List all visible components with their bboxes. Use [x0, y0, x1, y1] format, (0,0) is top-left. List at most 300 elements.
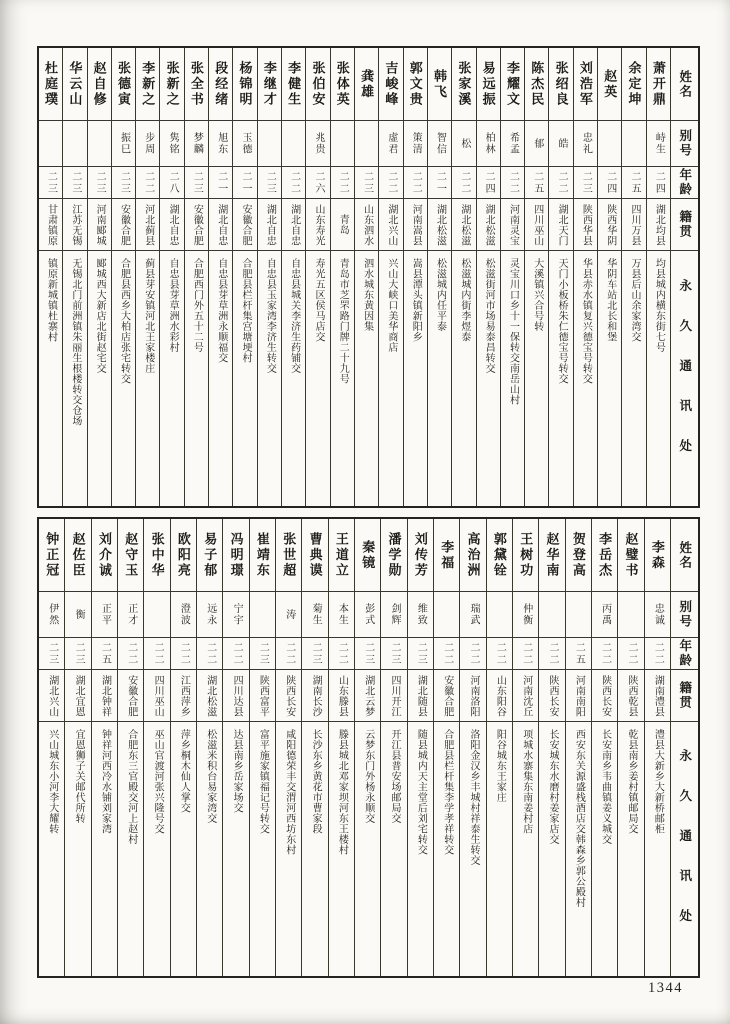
- entry-name: 刘介诚: [96, 531, 112, 579]
- entry-native-place: 河南洛阳: [468, 674, 480, 717]
- entry-name: 段经绪: [213, 60, 229, 108]
- entry-name-cell: [197, 519, 222, 591]
- entry-name-cell: [92, 519, 117, 591]
- entry-age: 二五: [573, 641, 585, 666]
- entry-alias-cell: [428, 120, 451, 166]
- entry-native-place: 湖北松滋: [204, 674, 216, 717]
- entry-address-cell: [209, 250, 232, 506]
- entry-native-place: 青岛: [337, 214, 349, 235]
- entry-name: 赵自修: [91, 60, 107, 108]
- entry-address-cell: [525, 250, 548, 506]
- entry-address: 宜恩狮子关邮代所转: [73, 729, 85, 824]
- entry-native-place-cell: [258, 198, 281, 250]
- roster-column: [249, 519, 275, 976]
- entry-native-place: 湖北自忠: [288, 203, 300, 246]
- entry-native-place-cell: [65, 669, 90, 721]
- entry-address-cell: [501, 250, 524, 506]
- entry-name-cell: [276, 519, 301, 591]
- entry-address-cell: [88, 250, 111, 506]
- entry-native-place-cell: [539, 669, 564, 721]
- entry-age-cell: [525, 166, 548, 198]
- entry-name: 曹典谟: [307, 531, 323, 579]
- roster-column: [143, 519, 169, 976]
- entry-address-cell: [160, 250, 183, 506]
- entry-address: 阳谷城东王家庄: [494, 729, 506, 803]
- entry-alias: 皓: [556, 137, 568, 150]
- entry-alias-cell: [171, 591, 196, 637]
- entry-name: 潘学勋: [386, 531, 402, 579]
- roster-column: [451, 48, 475, 506]
- entry-native-place-cell: [329, 669, 354, 721]
- entry-native-place: 陕西乾县: [626, 674, 637, 717]
- entry-address: 镇原新城镇杜寨村: [45, 258, 57, 342]
- entry-alias-cell: [282, 120, 305, 166]
- entry-age-cell: [144, 637, 169, 669]
- entry-age: 二二: [458, 170, 470, 195]
- entry-name: 赵英: [602, 68, 618, 100]
- entry-alias-cell: [618, 591, 643, 637]
- entry-age-cell: [171, 637, 196, 669]
- entry-native-place: 河南嵩县: [410, 203, 422, 246]
- column-header-name: [671, 48, 698, 120]
- entry-alias-cell: [513, 591, 538, 637]
- entry-native-place: 甘肃镇原: [45, 203, 57, 246]
- entry-alias-cell: [302, 591, 327, 637]
- entry-native-place-cell: [160, 198, 183, 250]
- entry-name-cell: [355, 519, 380, 591]
- entry-address-cell: [574, 250, 597, 506]
- entry-alias-cell: [276, 591, 301, 637]
- roster-column: [305, 48, 329, 506]
- entry-age: 二三: [46, 641, 58, 666]
- entry-name-cell: [185, 48, 208, 120]
- entry-address-cell: [487, 721, 512, 976]
- entry-native-place-cell: [647, 198, 670, 250]
- entry-name-cell: [434, 519, 459, 591]
- roster-column: [403, 48, 427, 506]
- entry-alias: 兆贵: [312, 132, 324, 155]
- entry-age: 二三: [415, 641, 427, 666]
- entry-address-cell: [434, 721, 459, 976]
- entry-name: 萧开鼎: [650, 60, 666, 108]
- roster-table-top: [37, 46, 700, 508]
- entry-name: 张伯安: [310, 60, 326, 108]
- entry-age-cell: [331, 166, 354, 198]
- entry-alias: 涛: [283, 608, 295, 621]
- entry-age-cell: [282, 166, 305, 198]
- entry-alias: 菊生: [310, 603, 322, 626]
- entry-alias-cell: [329, 591, 354, 637]
- entry-address-cell: [566, 721, 591, 976]
- entry-address: 华阴车站北长和堡: [604, 258, 616, 342]
- entry-address: 兴山城东小河李大耀转: [46, 729, 58, 834]
- entry-native-place: 陕西华阴: [604, 203, 616, 246]
- entry-alias-cell: [379, 120, 402, 166]
- entry-native-place: 湖北兴山: [385, 203, 397, 246]
- entry-native-place: 湖北天门: [556, 203, 568, 246]
- entry-age: 二二: [599, 641, 611, 666]
- entry-name-cell: [331, 48, 354, 120]
- entry-name: 赵华南: [544, 531, 560, 579]
- entry-name-cell: [525, 48, 548, 120]
- entry-native-place-cell: [306, 198, 329, 250]
- entry-name: 张德寅: [115, 60, 131, 108]
- entry-native-place: 安徽合肥: [125, 674, 137, 717]
- entry-age-cell: [408, 637, 433, 669]
- entry-name-cell: [618, 519, 643, 591]
- entry-name-cell: [306, 48, 329, 120]
- entry-native-place-cell: [92, 669, 117, 721]
- entry-name-cell: [645, 519, 670, 591]
- entry-age: 二二: [152, 641, 164, 666]
- roster-column: [281, 48, 305, 506]
- entry-alias: 旭东: [215, 132, 227, 155]
- column-header-address: [671, 721, 698, 976]
- entry-age-cell: [92, 637, 117, 669]
- entry-alias: 峙生: [653, 132, 665, 155]
- entry-alias-cell: [306, 120, 329, 166]
- entry-name: 李继才: [261, 60, 277, 108]
- entry-alias: 策清: [410, 132, 422, 155]
- entry-age: 二二: [231, 641, 243, 666]
- entry-alias: 希孟: [507, 132, 519, 155]
- entry-address: 万县后山余家湾交: [629, 258, 641, 342]
- entry-address-cell: [645, 721, 670, 976]
- entry-alias-cell: [452, 120, 475, 166]
- entry-native-place: 四川开江: [389, 674, 401, 717]
- entry-age-cell: [592, 637, 617, 669]
- entry-native-place-cell: [171, 669, 196, 721]
- entry-address: 达县南乡岳家场交: [231, 729, 243, 813]
- entry-address: 无锡北门前洲镇朱丽生根楼转交仓场: [69, 258, 81, 426]
- entry-age-cell: [539, 637, 564, 669]
- entry-name-cell: [404, 48, 427, 120]
- entry-name: 赵璧书: [623, 531, 639, 579]
- entry-age-cell: [63, 166, 86, 198]
- entry-age-cell: [566, 637, 591, 669]
- roster-column: [524, 48, 548, 506]
- entry-native-place-cell: [513, 669, 538, 721]
- entry-address: 合肥西门外五十二号: [191, 258, 203, 353]
- entry-native-place: 湖北松滋: [434, 203, 446, 246]
- entry-alias-cell: [434, 591, 459, 637]
- entry-address-cell: [355, 721, 380, 976]
- entry-age: 二三: [362, 641, 374, 666]
- entry-native-place: 湖北均县: [653, 203, 665, 246]
- entry-address: 松滋城内街李煜泰: [458, 258, 470, 342]
- entry-alias: 梦麟: [191, 132, 203, 155]
- entry-native-place-cell: [404, 198, 427, 250]
- entry-address: 富平施家镇福记号转交: [257, 729, 269, 834]
- entry-alias: 忠诚: [652, 603, 664, 626]
- entry-name: 欧阳亮: [175, 531, 191, 579]
- entry-age-cell: [647, 166, 670, 198]
- entry-age-cell: [477, 166, 500, 198]
- entry-address-cell: [233, 250, 256, 506]
- entry-age: 二二: [125, 641, 137, 666]
- entry-address-cell: [592, 721, 617, 976]
- entry-address-cell: [306, 250, 329, 506]
- entry-age-cell: [381, 637, 406, 669]
- roster-column: [87, 48, 111, 506]
- roster-column: [597, 48, 621, 506]
- entry-name-cell: [592, 519, 617, 591]
- roster-column: [538, 519, 564, 976]
- entry-address-cell: [460, 721, 485, 976]
- entry-age: 二二: [288, 170, 300, 195]
- entry-name: 李新之: [140, 60, 156, 108]
- entry-alias-cell: [622, 120, 645, 166]
- entry-age-cell: [622, 166, 645, 198]
- entry-address: 寿光五区侯马店交: [312, 258, 324, 342]
- entry-address: 长安南乡韦曲镇姜义城交: [599, 729, 611, 845]
- entry-name: 龚雄: [359, 68, 375, 100]
- entry-age: 二一: [240, 170, 252, 195]
- entry-native-place: 四川万县: [629, 203, 641, 246]
- entry-address-cell: [381, 721, 406, 976]
- entry-address: 嵩县潭头镇新阳乡: [410, 258, 422, 342]
- entry-name-cell: [136, 48, 159, 120]
- entry-age: 二二: [520, 641, 532, 666]
- entry-alias-cell: [185, 120, 208, 166]
- header-column: [670, 48, 698, 506]
- entry-name-cell: [622, 48, 645, 120]
- entry-age: 二二: [178, 641, 190, 666]
- entry-native-place-cell: [477, 198, 500, 250]
- roster-column: [232, 48, 256, 506]
- entry-native-place-cell: [39, 669, 64, 721]
- entry-age-cell: [118, 637, 143, 669]
- entry-alias: 澄波: [178, 603, 190, 626]
- entry-name: 崔靖东: [254, 531, 270, 579]
- entry-address-cell: [379, 250, 402, 506]
- entry-address-cell: [331, 250, 354, 506]
- entry-age-cell: [160, 166, 183, 198]
- entry-name: 贺登高: [570, 531, 586, 579]
- entry-address-cell: [136, 250, 159, 506]
- entry-address-cell: [118, 721, 143, 976]
- entry-age-cell: [513, 637, 538, 669]
- entry-native-place: 江西萍乡: [178, 674, 190, 717]
- column-header-name-label: 姓名: [677, 540, 692, 570]
- entry-age: 二五: [531, 170, 543, 195]
- entry-age: 二二: [336, 641, 348, 666]
- entry-native-place: 湖北兴山: [46, 674, 58, 717]
- entry-alias-cell: [39, 591, 64, 637]
- roster-column: [39, 519, 64, 976]
- entry-alias: 瑞武: [468, 603, 480, 626]
- entry-native-place-cell: [250, 669, 275, 721]
- entry-native-place-cell: [112, 198, 135, 250]
- entry-age: 二二: [494, 641, 506, 666]
- entry-age-cell: [276, 637, 301, 669]
- entry-native-place: 湖南长沙: [310, 674, 322, 717]
- page-number: 1344: [648, 980, 683, 996]
- entry-address: 青岛市芝罘路门牌二十九号: [337, 258, 349, 384]
- entry-name-cell: [501, 48, 524, 120]
- entry-address-cell: [39, 721, 64, 976]
- entry-address-cell: [144, 721, 169, 976]
- entry-name: 刘浩军: [577, 60, 593, 108]
- entry-name: 李福: [439, 539, 455, 571]
- entry-name-cell: [379, 48, 402, 120]
- entry-native-place-cell: [39, 198, 62, 250]
- entry-address: 天门小板桥朱仁德宝号转交: [556, 258, 568, 384]
- entry-address: 萍乡桐木仙人掌交: [178, 729, 190, 813]
- entry-alias: 远永: [204, 603, 216, 626]
- entry-address-cell: [276, 721, 301, 976]
- entry-alias: 柏林: [483, 132, 495, 155]
- entry-native-place-cell: [197, 669, 222, 721]
- entry-address: 兴山大峡口美华商店: [385, 258, 397, 353]
- entry-native-place-cell: [452, 198, 475, 250]
- entry-address-cell: [171, 721, 196, 976]
- entry-name: 张全书: [188, 60, 204, 108]
- entry-native-place: 安徽合肥: [240, 203, 252, 246]
- entry-alias: 玉德: [240, 132, 252, 155]
- column-header-native: [671, 669, 698, 721]
- entry-alias-cell: [65, 591, 90, 637]
- entry-name: 易远振: [480, 60, 496, 108]
- roster-column: [644, 519, 670, 976]
- entry-native-place-cell: [574, 198, 597, 250]
- entry-name: 张世超: [281, 531, 297, 579]
- entry-alias-cell: [477, 120, 500, 166]
- entry-native-place-cell: [487, 669, 512, 721]
- roster-column: [301, 519, 327, 976]
- entry-native-place: 湖北自忠: [215, 203, 227, 246]
- entry-age: 二二: [652, 641, 664, 666]
- entry-alias-cell: [566, 591, 591, 637]
- entry-name-cell: [233, 48, 256, 120]
- entry-address: 大溪镇兴合号转: [531, 258, 543, 332]
- roster-column: [548, 48, 572, 506]
- entry-native-place: 湖南澧县: [652, 674, 664, 717]
- entry-native-place: 山东泗水: [361, 203, 373, 246]
- entry-alias-cell: [598, 120, 621, 166]
- roster-column: [275, 519, 301, 976]
- entry-age: 二三: [389, 641, 401, 666]
- roster-column: [222, 519, 248, 976]
- entry-name: 杜庭璞: [43, 60, 59, 108]
- entry-age-cell: [598, 166, 621, 198]
- entry-age-cell: [618, 637, 643, 669]
- entry-name-cell: [302, 519, 327, 591]
- entry-age-cell: [460, 637, 485, 669]
- entry-alias-cell: [144, 591, 169, 637]
- column-header-age-label: 年龄: [677, 168, 692, 197]
- entry-address-cell: [408, 721, 433, 976]
- entry-age-cell: [185, 166, 208, 198]
- entry-age-cell: [306, 166, 329, 198]
- entry-name-cell: [223, 519, 248, 591]
- entry-alias: 衡: [73, 608, 85, 621]
- entry-native-place-cell: [276, 669, 301, 721]
- entry-age: 二二: [204, 641, 216, 666]
- column-header-name: [671, 519, 698, 591]
- entry-address-cell: [598, 250, 621, 506]
- entry-name-cell: [258, 48, 281, 120]
- entry-native-place-cell: [434, 669, 459, 721]
- roster-column: [486, 519, 512, 976]
- roster-column: [184, 48, 208, 506]
- entry-alias-cell: [160, 120, 183, 166]
- entry-native-place: 山东阳谷: [494, 674, 506, 717]
- header-column: [670, 519, 698, 976]
- entry-alias-cell: [92, 591, 117, 637]
- entry-address: 均县城内横东街七号: [653, 258, 665, 353]
- entry-native-place: 陕西长安: [599, 674, 611, 717]
- entry-native-place-cell: [408, 669, 433, 721]
- entry-age-cell: [39, 166, 62, 198]
- entry-age: 二二: [337, 170, 349, 195]
- entry-name-cell: [160, 48, 183, 120]
- entry-address-cell: [647, 250, 670, 506]
- entry-address: 长沙东乡黄花市曹家段: [310, 729, 322, 834]
- column-header-native-label: 籍贯: [677, 210, 692, 239]
- entry-address-cell: [112, 250, 135, 506]
- entry-address-cell: [65, 721, 90, 976]
- roster-column: [512, 519, 538, 976]
- entry-address-cell: [513, 721, 538, 976]
- column-header-alias-label: 别号: [677, 600, 692, 629]
- entry-age-cell: [88, 166, 111, 198]
- roster-table-bottom: [37, 517, 700, 978]
- column-header-name-label: 姓名: [677, 69, 692, 99]
- entry-native-place-cell: [136, 198, 159, 250]
- entry-name-cell: [250, 519, 275, 591]
- entry-native-place-cell: [144, 669, 169, 721]
- entry-name: 张家溪: [456, 60, 472, 108]
- entry-native-place: 陕西长安: [547, 674, 559, 717]
- entry-address-cell: [355, 250, 378, 506]
- entry-age-cell: [197, 637, 222, 669]
- entry-address: 自忠县玉家湾李济生转交: [264, 258, 276, 374]
- entry-name-cell: [477, 48, 500, 120]
- entry-age: 二三: [69, 170, 81, 195]
- entry-address-cell: [250, 721, 275, 976]
- entry-name-cell: [209, 48, 232, 120]
- entry-age: 二三: [118, 170, 130, 195]
- roster-column: [565, 519, 591, 976]
- entry-address: 咸阳德荣丰交渭河西坊东村: [283, 729, 295, 855]
- entry-address-cell: [92, 721, 117, 976]
- entry-name-cell: [329, 519, 354, 591]
- entry-native-place-cell: [381, 669, 406, 721]
- entry-age: 二三: [580, 170, 592, 195]
- entry-name: 钟正冠: [44, 531, 60, 579]
- entry-address-cell: [452, 250, 475, 506]
- entry-name: 李岳杰: [597, 531, 613, 579]
- entry-native-place-cell: [592, 669, 617, 721]
- entry-native-place: 湖北自忠: [264, 203, 276, 246]
- entry-address: 巫山官渡河张兴隆号交: [152, 729, 164, 834]
- entry-name-cell: [171, 519, 196, 591]
- entry-native-place-cell: [185, 198, 208, 250]
- entry-age: 二二: [507, 170, 519, 195]
- entry-native-place-cell: [88, 198, 111, 250]
- entry-name-cell: [39, 519, 64, 591]
- entry-native-place: 陕西华县: [580, 203, 592, 246]
- entry-name: 吉峻峰: [383, 60, 399, 108]
- entry-native-place: 湖北宜恩: [73, 674, 85, 717]
- roster-column: [459, 519, 485, 976]
- entry-name-cell: [381, 519, 406, 591]
- roster-column: [573, 48, 597, 506]
- entry-alias-cell: [63, 120, 86, 166]
- entry-alias-cell: [501, 120, 524, 166]
- entry-alias-cell: [574, 120, 597, 166]
